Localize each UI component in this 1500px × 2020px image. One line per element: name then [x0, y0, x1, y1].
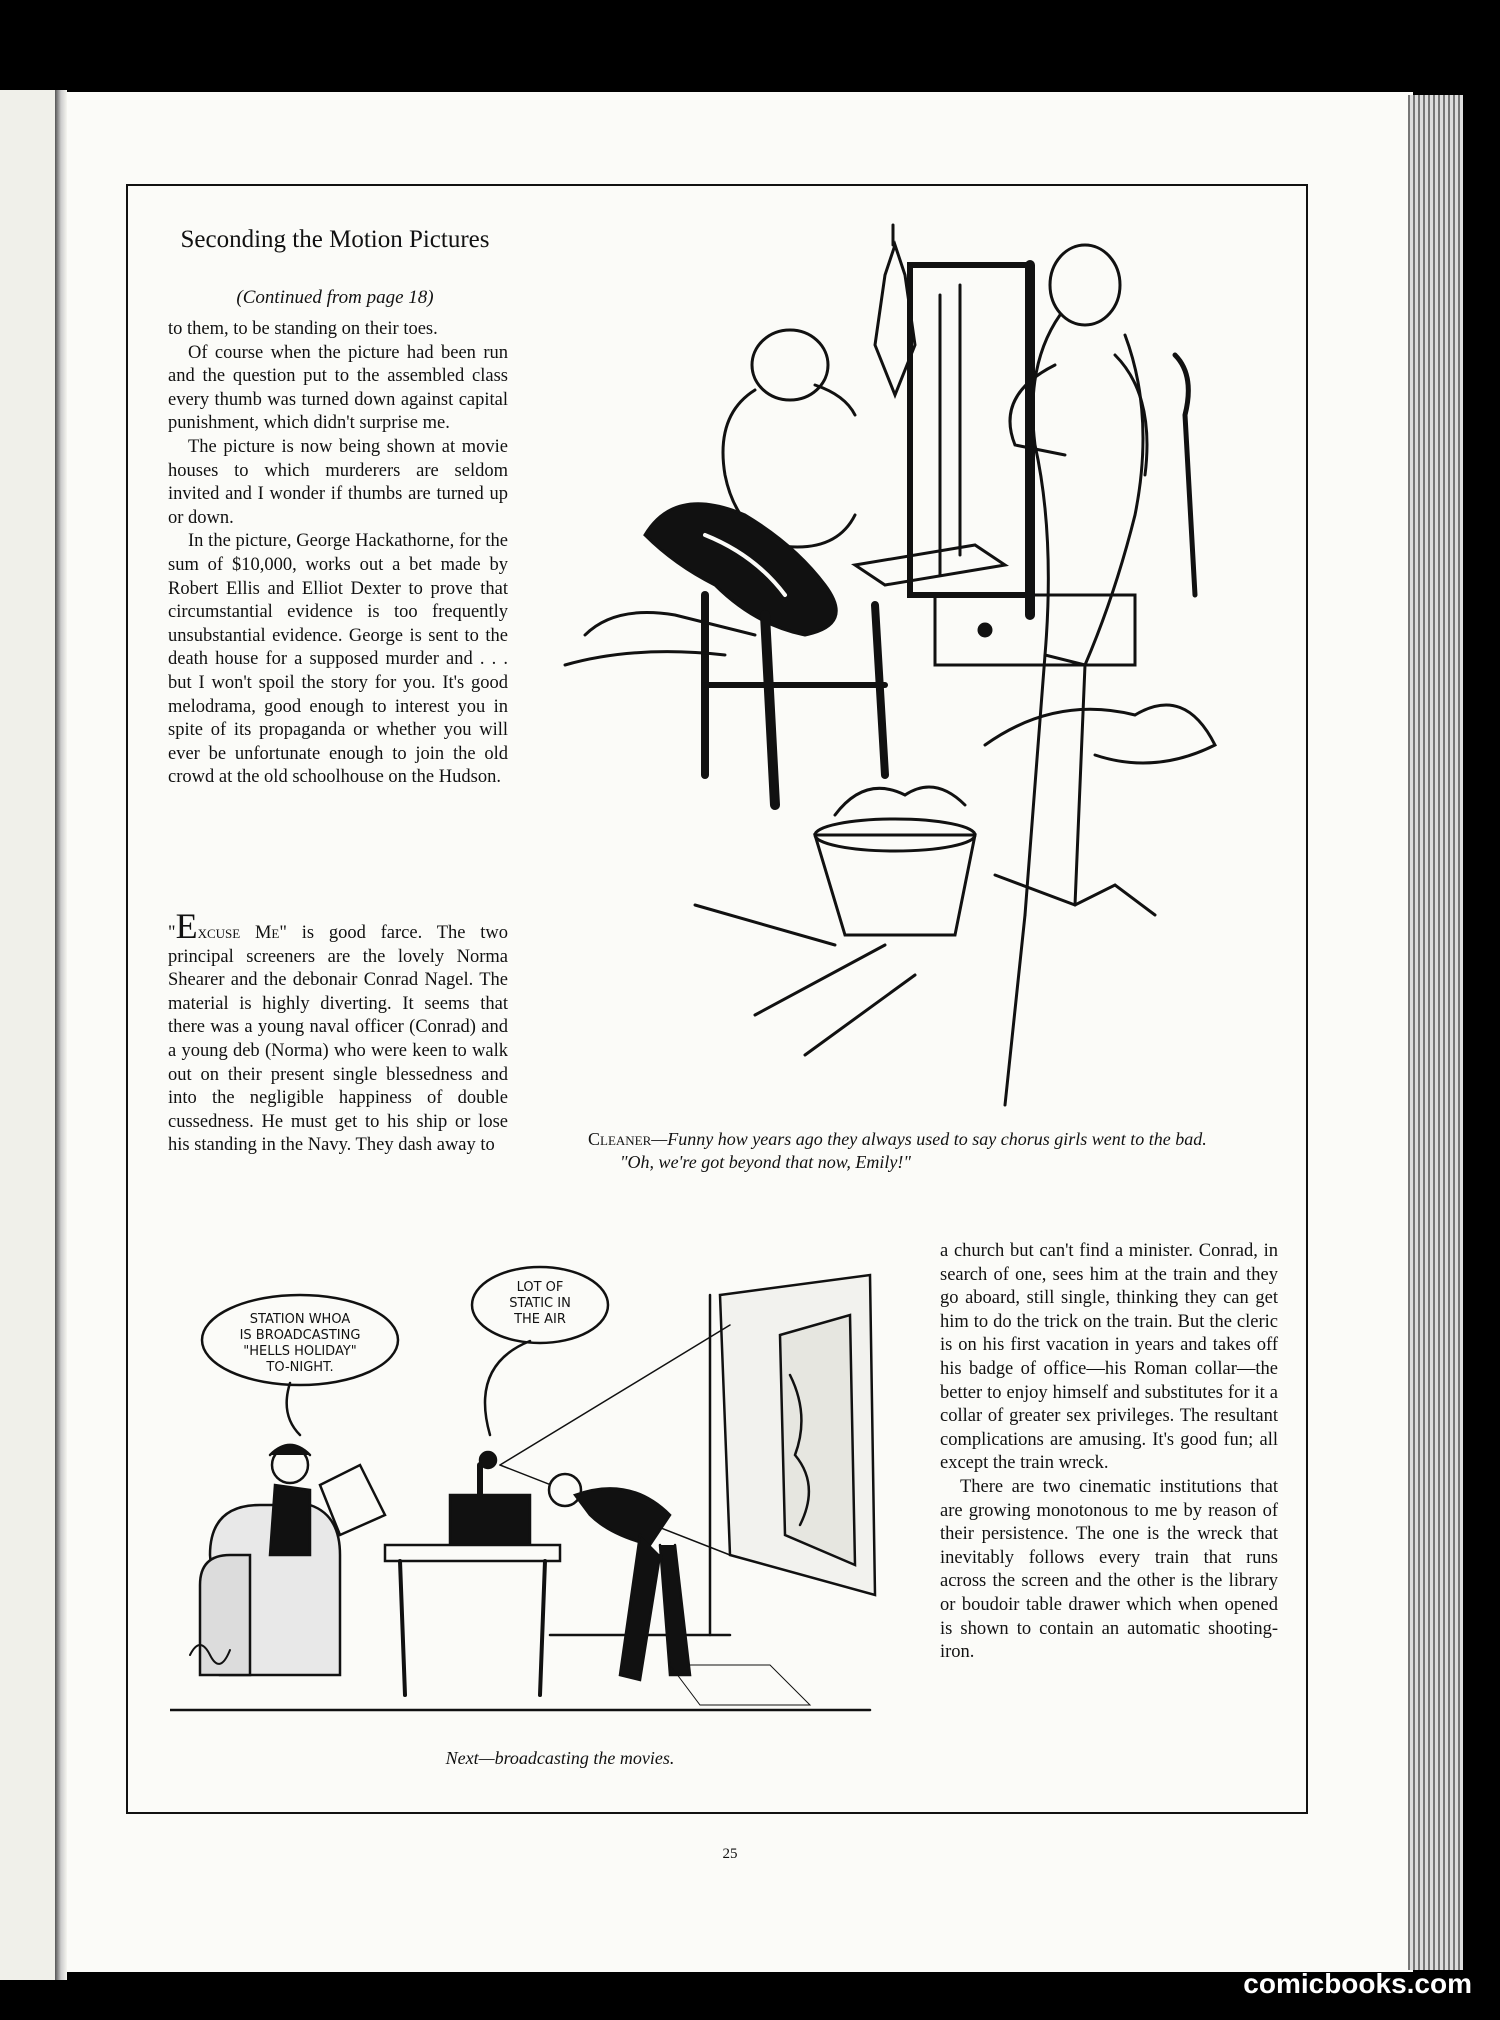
- bubble-left-line: "HELLS HOLIDAY": [243, 1344, 357, 1359]
- cleaner-caption: [588, 1128, 1248, 1174]
- article-title: Seconding the Motion Pictures: [180, 226, 490, 253]
- paragraph: to them, to be standing on their toes.: [168, 319, 438, 339]
- bubble-right-line: LOT OF: [516, 1280, 564, 1295]
- caption-line-2: "Oh, we're got beyond that now, Emily!": [620, 1152, 911, 1172]
- film-title-smallcaps: xcuse Me: [197, 923, 280, 943]
- dressing-room-illustration: [555, 215, 1290, 1120]
- paragraph-text: " is good farce. The two principal screeners are the lovely Norma Shearer and the debonair Conrad Nagel. The material is highly diverting. It seems that there was a young naval officer (Conrad) and a young deb (Norma) who were keen to walk out on their present single blessedness and into the negligible happiness of double cussedness. He must get to his ship or lose his standing in the Navy. They dash away to: [168, 923, 508, 1156]
- left-page-edge: [0, 90, 62, 1980]
- bubble-left-line: STATION WHOA: [249, 1312, 351, 1327]
- cartoon-caption: Next—broadcasting the movies.: [445, 1748, 675, 1768]
- column-right-bottom: [940, 1240, 1278, 1665]
- bubble-left-line: TO-NIGHT.: [266, 1360, 334, 1375]
- column-left-top: [168, 318, 508, 790]
- paragraph: In the picture, George Hackathorne, for the sum of $10,000, works out a bet made by Robert Ellis and Elliot Dexter to prove that circumstantial evidence is too frequently unsubstantial evidence. George is sent to the death house for a supposed murder and . . . but I won't spoil the story for you. It's good melodrama, good enough to interest you in spite of its propaganda or whether you will ever be unfortunate enough to join the old crowd at the old schoolhouse on the Hudson.: [168, 531, 508, 788]
- bubble-right-line: STATIC IN: [509, 1296, 571, 1311]
- paragraph: Of course when the picture had been run and the question put to the assembled class every thumb was turned down against capital punishment, which didn't surprise me.: [168, 342, 508, 434]
- page-number: 25: [722, 1846, 738, 1862]
- paragraph: The picture is now being shown at movie houses to which murderers are seldom invited and I wonder if thumbs are turned up or down.: [168, 436, 508, 528]
- caption-line-1: —Funny how years ago they always used to say chorus girls went to the bad.: [651, 1129, 1207, 1149]
- site-watermark: comicbooks.com: [1243, 1968, 1472, 1999]
- bubble-right-line: THE AIR: [514, 1312, 566, 1327]
- bubble-left-line: IS BROADCASTING: [239, 1328, 361, 1343]
- broadcasting-cartoon: [170, 1255, 895, 1745]
- caption-speaker: Cleaner: [588, 1129, 652, 1149]
- drop-cap: E: [175, 906, 198, 946]
- continued-note: (Continued from page 18): [236, 287, 434, 308]
- paragraph: There are two cinematic institutions that are growing monotonous to me by reason of their persistence. The one is the wreck that inevitably follows every train that runs across the screen and the other is the library or boudoir table drawer which when opened is shown to contain an automatic shooting-iron.: [940, 1476, 1278, 1663]
- spine-shadow: [55, 90, 67, 1980]
- open-quote: ": [168, 923, 176, 943]
- paragraph-excuse-me: [168, 906, 508, 1158]
- page-stack-edge: [1408, 95, 1463, 1970]
- paragraph: a church but can't find a minister. Conrad, in search of one, sees him at the train and they go aboard, still single, thinking they can get him to do the trick on the train. But the cleric is on his first vacation in years and takes off his badge of office—his Roman collar—the better to enjoy himself and substitutes for it a collar of greater sex privileges. The resultant complications are amusing. It's good fun; all except the train wreck.: [940, 1241, 1278, 1474]
- column-left-bottom: [168, 906, 508, 1158]
